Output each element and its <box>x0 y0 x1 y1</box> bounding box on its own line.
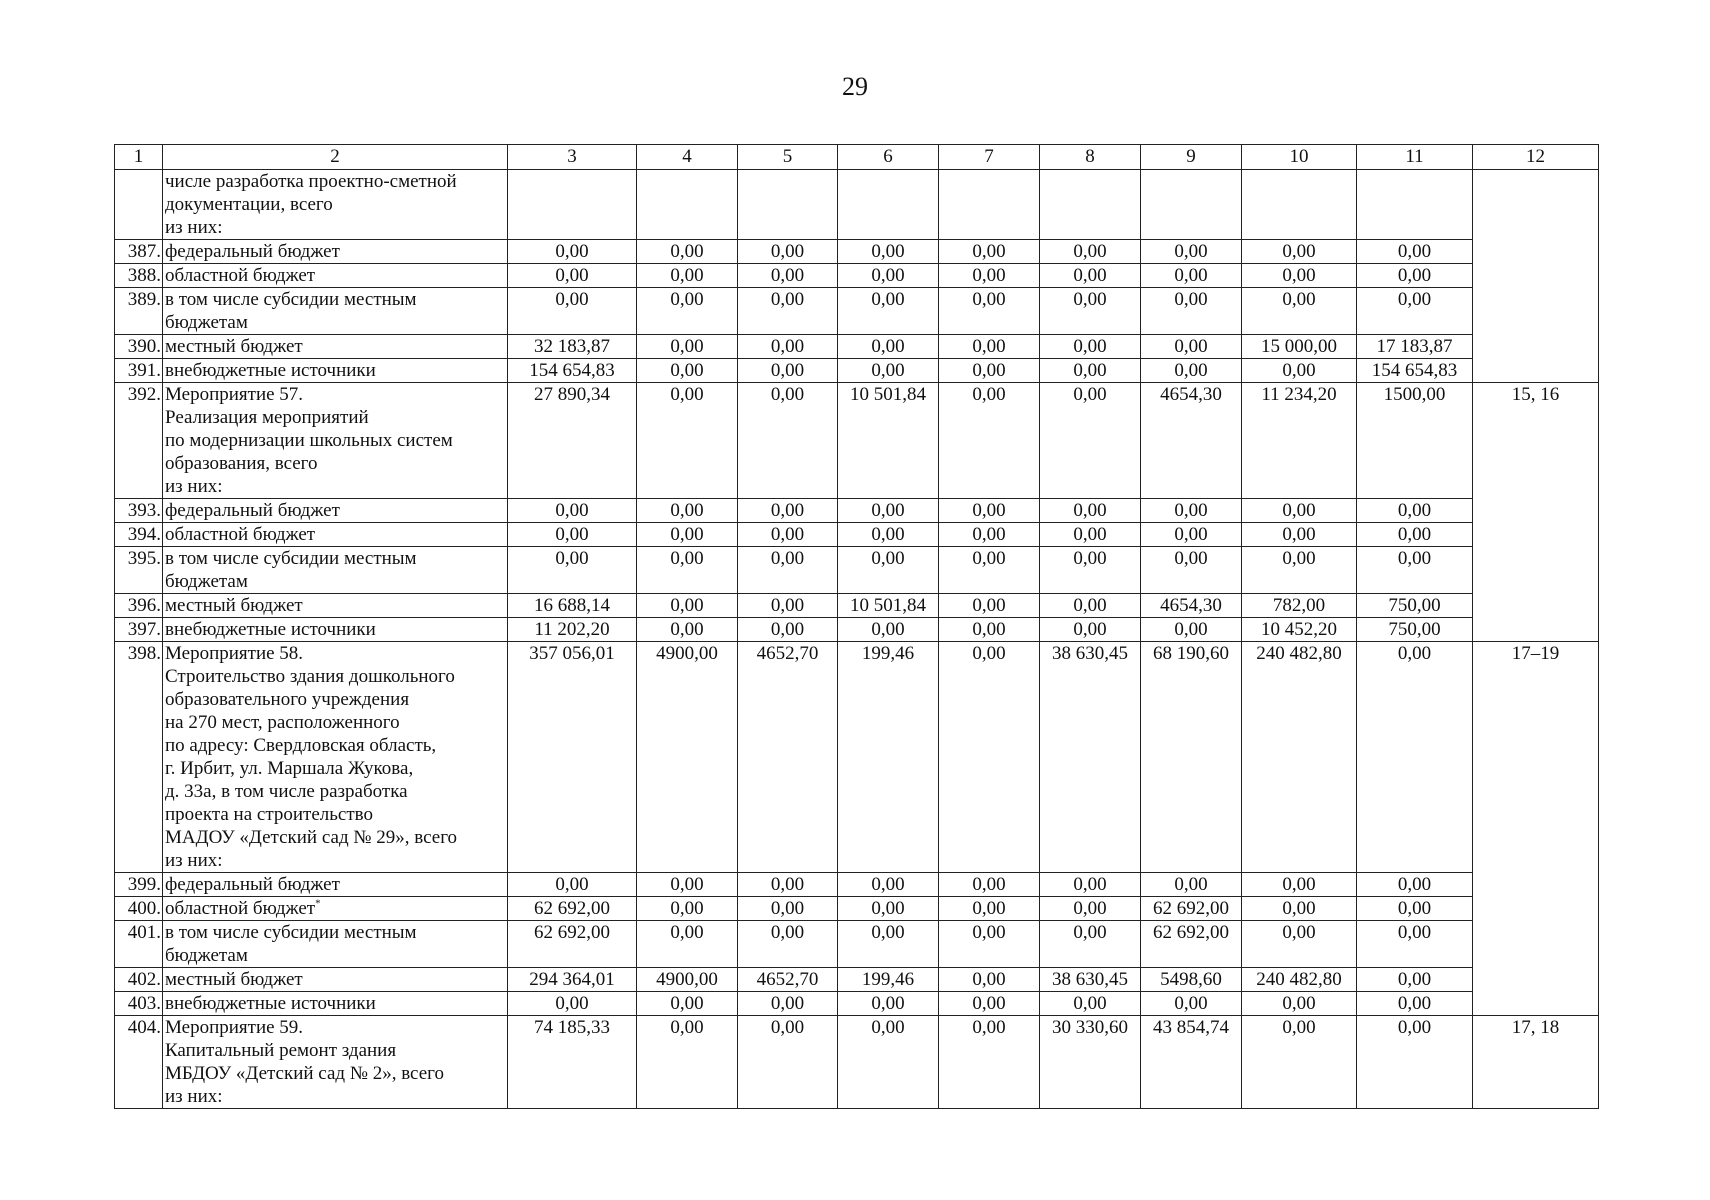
value-cell: 0,00 <box>1357 992 1473 1016</box>
value-cell: 240 482,80 <box>1242 968 1357 992</box>
row-number: 401. <box>115 921 163 968</box>
column-header: 3 <box>508 145 637 170</box>
value-cell: 0,00 <box>1357 1016 1473 1109</box>
value-cell: 0,00 <box>738 383 838 499</box>
value-cell: 0,00 <box>738 359 838 383</box>
value-cell: 11 202,20 <box>508 618 637 642</box>
value-cell: 0,00 <box>838 523 939 547</box>
value-cell: 38 630,45 <box>1040 642 1141 873</box>
value-cell: 5498,60 <box>1141 968 1242 992</box>
target-indicator-cell: 15, 16 <box>1473 383 1599 642</box>
value-cell: 0,00 <box>838 873 939 897</box>
column-header: 6 <box>838 145 939 170</box>
value-cell: 0,00 <box>1141 240 1242 264</box>
column-header: 4 <box>637 145 738 170</box>
value-cell: 0,00 <box>738 618 838 642</box>
value-cell: 4900,00 <box>637 968 738 992</box>
row-name <box>163 383 508 499</box>
row-name-text: областной бюджет <box>165 265 316 286</box>
row-number: 400. <box>115 897 163 921</box>
value-cell: 0,00 <box>508 547 637 594</box>
value-cell: 10 501,84 <box>838 383 939 499</box>
row-name <box>163 618 508 642</box>
value-cell: 0,00 <box>838 335 939 359</box>
table-row <box>115 968 1599 992</box>
value-cell: 0,00 <box>1040 873 1141 897</box>
column-header: 11 <box>1357 145 1473 170</box>
value-cell: 0,00 <box>637 240 738 264</box>
value-cell: 0,00 <box>1242 921 1357 968</box>
value-cell: 0,00 <box>738 897 838 921</box>
value-cell: 0,00 <box>1242 288 1357 335</box>
value-cell: 0,00 <box>838 359 939 383</box>
value-cell: 0,00 <box>939 873 1040 897</box>
value-cell: 0,00 <box>1040 288 1141 335</box>
value-cell: 0,00 <box>1357 499 1473 523</box>
value-cell: 0,00 <box>939 499 1040 523</box>
value-cell: 0,00 <box>637 335 738 359</box>
value-cell <box>637 170 738 240</box>
value-cell: 0,00 <box>1040 240 1141 264</box>
value-cell: 0,00 <box>637 288 738 335</box>
row-name-text: федеральный бюджет <box>165 500 340 521</box>
table-row <box>115 897 1599 921</box>
row-name-text: в том числе субсидии местным бюджетам <box>165 922 417 966</box>
row-name <box>163 594 508 618</box>
row-number: 390. <box>115 335 163 359</box>
value-cell: 0,00 <box>1357 921 1473 968</box>
value-cell: 0,00 <box>939 240 1040 264</box>
table-body <box>115 145 1599 1109</box>
value-cell: 0,00 <box>1141 499 1242 523</box>
value-cell: 0,00 <box>1040 618 1141 642</box>
page-number: 29 <box>842 72 868 101</box>
value-cell: 0,00 <box>1242 264 1357 288</box>
value-cell: 0,00 <box>1141 264 1242 288</box>
value-cell: 782,00 <box>1242 594 1357 618</box>
row-name <box>163 547 508 594</box>
row-number: 387. <box>115 240 163 264</box>
table-row <box>115 642 1599 873</box>
value-cell: 16 688,14 <box>508 594 637 618</box>
value-cell: 0,00 <box>939 359 1040 383</box>
row-name <box>163 264 508 288</box>
value-cell: 10 501,84 <box>838 594 939 618</box>
value-cell: 357 056,01 <box>508 642 637 873</box>
table-row <box>115 288 1599 335</box>
value-cell: 0,00 <box>939 897 1040 921</box>
value-cell: 0,00 <box>1141 359 1242 383</box>
row-number: 399. <box>115 873 163 897</box>
row-number: 395. <box>115 547 163 594</box>
table-row <box>115 383 1599 499</box>
value-cell: 0,00 <box>738 873 838 897</box>
value-cell: 62 692,00 <box>1141 921 1242 968</box>
target-indicator-cell: 17, 18 <box>1473 1016 1599 1109</box>
value-cell: 0,00 <box>1242 897 1357 921</box>
row-name <box>163 288 508 335</box>
row-name-text: в том числе субсидии местным бюджетам <box>165 289 417 333</box>
value-cell: 0,00 <box>1040 594 1141 618</box>
table-row <box>115 992 1599 1016</box>
table-row <box>115 873 1599 897</box>
value-cell: 62 692,00 <box>508 921 637 968</box>
row-name <box>163 897 508 921</box>
value-cell: 0,00 <box>637 359 738 383</box>
value-cell: 0,00 <box>1141 288 1242 335</box>
value-cell: 750,00 <box>1357 618 1473 642</box>
value-cell: 0,00 <box>838 240 939 264</box>
value-cell: 0,00 <box>1141 992 1242 1016</box>
row-number: 398. <box>115 642 163 873</box>
value-cell: 0,00 <box>1040 992 1141 1016</box>
value-cell: 0,00 <box>637 618 738 642</box>
value-cell: 0,00 <box>1040 383 1141 499</box>
row-name <box>163 335 508 359</box>
value-cell: 62 692,00 <box>508 897 637 921</box>
value-cell: 0,00 <box>1357 547 1473 594</box>
value-cell: 0,00 <box>1141 873 1242 897</box>
row-name-text: Мероприятие 57. Реализация мероприятий по модернизации школьных систем образования, всего из них: <box>165 384 453 497</box>
value-cell: 0,00 <box>1040 897 1141 921</box>
row-number: 391. <box>115 359 163 383</box>
value-cell: 0,00 <box>637 1016 738 1109</box>
value-cell: 4900,00 <box>637 642 738 873</box>
row-number <box>115 170 163 240</box>
value-cell: 15 000,00 <box>1242 335 1357 359</box>
row-name <box>163 499 508 523</box>
row-name-text: внебюджетные источники <box>165 619 376 640</box>
value-cell: 0,00 <box>838 547 939 594</box>
value-cell: 0,00 <box>939 968 1040 992</box>
row-number: 392. <box>115 383 163 499</box>
value-cell <box>1357 170 1473 240</box>
value-cell: 0,00 <box>508 264 637 288</box>
value-cell: 0,00 <box>939 523 1040 547</box>
row-number: 389. <box>115 288 163 335</box>
value-cell: 0,00 <box>1141 523 1242 547</box>
value-cell: 0,00 <box>1040 523 1141 547</box>
value-cell: 0,00 <box>637 873 738 897</box>
value-cell: 0,00 <box>1357 264 1473 288</box>
row-name <box>163 359 508 383</box>
value-cell: 0,00 <box>508 499 637 523</box>
value-cell: 17 183,87 <box>1357 335 1473 359</box>
value-cell: 0,00 <box>1040 547 1141 594</box>
row-name-text: федеральный бюджет <box>165 874 340 895</box>
value-cell: 0,00 <box>1242 359 1357 383</box>
value-cell: 4654,30 <box>1141 383 1242 499</box>
value-cell <box>738 170 838 240</box>
row-name-text: Мероприятие 59. Капитальный ремонт здания МБДОУ «Детский сад № 2», всего из них: <box>165 1017 444 1107</box>
value-cell: 0,00 <box>637 594 738 618</box>
table-row <box>115 359 1599 383</box>
value-cell: 294 364,01 <box>508 968 637 992</box>
value-cell <box>508 170 637 240</box>
value-cell: 0,00 <box>1141 618 1242 642</box>
row-name-text: местный бюджет <box>165 969 303 990</box>
value-cell: 0,00 <box>1141 335 1242 359</box>
value-cell: 199,46 <box>838 968 939 992</box>
row-name <box>163 1016 508 1109</box>
value-cell: 0,00 <box>637 897 738 921</box>
value-cell: 0,00 <box>738 288 838 335</box>
value-cell: 0,00 <box>1040 359 1141 383</box>
value-cell: 27 890,34 <box>508 383 637 499</box>
row-name-text: в том числе субсидии местным бюджетам <box>165 548 417 592</box>
value-cell: 0,00 <box>637 383 738 499</box>
row-name-text: местный бюджет <box>165 595 303 616</box>
row-number: 404. <box>115 1016 163 1109</box>
row-name <box>163 523 508 547</box>
value-cell: 0,00 <box>1040 335 1141 359</box>
value-cell: 0,00 <box>939 594 1040 618</box>
value-cell: 0,00 <box>738 523 838 547</box>
value-cell: 11 234,20 <box>1242 383 1357 499</box>
value-cell: 0,00 <box>508 523 637 547</box>
value-cell: 0,00 <box>637 523 738 547</box>
value-cell: 0,00 <box>637 547 738 594</box>
value-cell: 154 654,83 <box>1357 359 1473 383</box>
value-cell: 750,00 <box>1357 594 1473 618</box>
value-cell: 0,00 <box>939 547 1040 594</box>
value-cell: 0,00 <box>637 499 738 523</box>
table-row <box>115 523 1599 547</box>
value-cell: 0,00 <box>838 1016 939 1109</box>
value-cell: 0,00 <box>508 240 637 264</box>
value-cell: 0,00 <box>1242 873 1357 897</box>
value-cell: 0,00 <box>939 288 1040 335</box>
value-cell: 4654,30 <box>1141 594 1242 618</box>
table-row <box>115 547 1599 594</box>
row-name-text: Мероприятие 58. Строительство здания дошкольного образовательного учреждения на 270 мест, расположенного по адресу: Свердловская область, г. Ирбит, ул. Маршала Жукова, д. 33а, в том числе разработка проекта на строительство МАДОУ «Детский сад № 29», всего из них: <box>165 643 458 871</box>
value-cell: 0,00 <box>738 921 838 968</box>
value-cell: 4652,70 <box>738 642 838 873</box>
row-number: 402. <box>115 968 163 992</box>
row-name-text: местный бюджет <box>165 336 303 357</box>
value-cell: 0,00 <box>1357 642 1473 873</box>
value-cell: 154 654,83 <box>508 359 637 383</box>
target-indicator-cell: 17–19 <box>1473 642 1599 1016</box>
value-cell: 62 692,00 <box>1141 897 1242 921</box>
row-number: 396. <box>115 594 163 618</box>
row-number: 397. <box>115 618 163 642</box>
value-cell: 10 452,20 <box>1242 618 1357 642</box>
value-cell: 0,00 <box>508 288 637 335</box>
value-cell: 0,00 <box>1357 523 1473 547</box>
row-number: 394. <box>115 523 163 547</box>
row-name <box>163 873 508 897</box>
row-name <box>163 240 508 264</box>
value-cell: 1500,00 <box>1357 383 1473 499</box>
value-cell: 43 854,74 <box>1141 1016 1242 1109</box>
row-name <box>163 992 508 1016</box>
value-cell: 0,00 <box>1357 288 1473 335</box>
row-name <box>163 170 508 240</box>
row-name-text: федеральный бюджет <box>165 241 340 262</box>
value-cell: 0,00 <box>1040 921 1141 968</box>
value-cell: 0,00 <box>838 618 939 642</box>
row-number: 403. <box>115 992 163 1016</box>
value-cell: 0,00 <box>939 618 1040 642</box>
value-cell: 0,00 <box>838 288 939 335</box>
value-cell: 0,00 <box>508 992 637 1016</box>
value-cell: 0,00 <box>939 383 1040 499</box>
value-cell: 4652,70 <box>738 968 838 992</box>
column-header: 10 <box>1242 145 1357 170</box>
value-cell: 0,00 <box>1242 240 1357 264</box>
footnote-mark: * <box>315 897 321 910</box>
column-header: 7 <box>939 145 1040 170</box>
column-header: 8 <box>1040 145 1141 170</box>
value-cell: 0,00 <box>838 992 939 1016</box>
value-cell: 199,46 <box>838 642 939 873</box>
value-cell: 0,00 <box>939 642 1040 873</box>
value-cell: 0,00 <box>1040 264 1141 288</box>
value-cell: 0,00 <box>1141 547 1242 594</box>
value-cell <box>1040 170 1141 240</box>
value-cell: 0,00 <box>939 335 1040 359</box>
value-cell: 0,00 <box>1357 897 1473 921</box>
value-cell: 0,00 <box>738 1016 838 1109</box>
value-cell: 0,00 <box>637 264 738 288</box>
value-cell: 0,00 <box>838 499 939 523</box>
value-cell: 68 190,60 <box>1141 642 1242 873</box>
value-cell: 0,00 <box>738 992 838 1016</box>
table-row <box>115 170 1599 240</box>
value-cell: 0,00 <box>939 992 1040 1016</box>
row-name-text: внебюджетные источники <box>165 993 376 1014</box>
value-cell: 0,00 <box>738 264 838 288</box>
table-row <box>115 264 1599 288</box>
value-cell: 0,00 <box>738 499 838 523</box>
column-header: 12 <box>1473 145 1599 170</box>
value-cell: 0,00 <box>1242 547 1357 594</box>
value-cell: 0,00 <box>637 921 738 968</box>
value-cell: 0,00 <box>939 921 1040 968</box>
value-cell <box>1141 170 1242 240</box>
table-row <box>115 499 1599 523</box>
table-row <box>115 1016 1599 1109</box>
value-cell: 0,00 <box>939 1016 1040 1109</box>
value-cell: 0,00 <box>738 335 838 359</box>
value-cell: 32 183,87 <box>508 335 637 359</box>
table-row <box>115 594 1599 618</box>
value-cell: 0,00 <box>1242 499 1357 523</box>
value-cell <box>1242 170 1357 240</box>
value-cell: 0,00 <box>838 921 939 968</box>
budget-table <box>114 144 1599 1109</box>
value-cell: 0,00 <box>1242 1016 1357 1109</box>
value-cell: 0,00 <box>738 547 838 594</box>
row-name-text: числе разработка проектно-сметной документации, всего из них: <box>165 171 457 238</box>
column-number-header-row <box>115 145 1599 170</box>
table-row <box>115 921 1599 968</box>
value-cell: 0,00 <box>738 594 838 618</box>
row-name <box>163 968 508 992</box>
value-cell <box>939 170 1040 240</box>
table-row <box>115 240 1599 264</box>
row-name-text: внебюджетные источники <box>165 360 376 381</box>
value-cell: 0,00 <box>508 873 637 897</box>
column-header: 1 <box>115 145 163 170</box>
value-cell: 38 630,45 <box>1040 968 1141 992</box>
value-cell: 30 330,60 <box>1040 1016 1141 1109</box>
value-cell: 0,00 <box>1357 968 1473 992</box>
value-cell: 0,00 <box>838 264 939 288</box>
value-cell: 0,00 <box>1357 240 1473 264</box>
row-number: 393. <box>115 499 163 523</box>
value-cell: 0,00 <box>1242 523 1357 547</box>
value-cell: 0,00 <box>738 240 838 264</box>
row-number: 388. <box>115 264 163 288</box>
row-name <box>163 642 508 873</box>
row-name-text: областной бюджет <box>165 524 316 545</box>
value-cell: 0,00 <box>1357 873 1473 897</box>
row-name <box>163 921 508 968</box>
value-cell: 0,00 <box>939 264 1040 288</box>
table-row <box>115 335 1599 359</box>
table-row <box>115 618 1599 642</box>
value-cell: 74 185,33 <box>508 1016 637 1109</box>
value-cell: 0,00 <box>1040 499 1141 523</box>
value-cell: 0,00 <box>838 897 939 921</box>
value-cell: 240 482,80 <box>1242 642 1357 873</box>
column-header: 5 <box>738 145 838 170</box>
target-indicator-cell <box>1473 170 1599 383</box>
value-cell: 0,00 <box>637 992 738 1016</box>
row-name-text: областной бюджет <box>165 898 316 919</box>
column-header: 9 <box>1141 145 1242 170</box>
value-cell: 0,00 <box>1242 992 1357 1016</box>
value-cell <box>838 170 939 240</box>
column-header: 2 <box>163 145 508 170</box>
